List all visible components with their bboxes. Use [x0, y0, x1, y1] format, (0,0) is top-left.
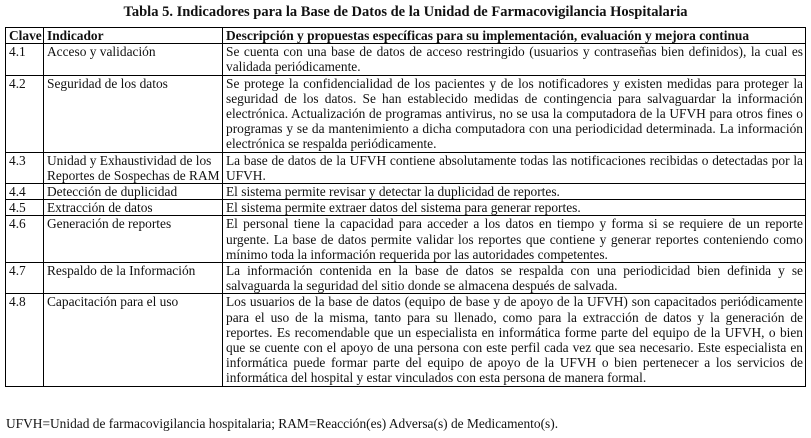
cell-indicador: Unidad y Exhaustividad de los Reportes de Sospechas de RAM	[44, 152, 223, 183]
table-row	[6, 75, 806, 152]
cell-descripcion: Se cuenta con una base de datos de acceso restringido (usuarios y contraseñas bien definidos), la cual es validada periódicamente.	[223, 44, 806, 75]
table-row	[6, 152, 806, 183]
table-header-row	[6, 28, 806, 44]
cell-indicador: Detección de duplicidad	[44, 184, 223, 200]
cell-descripcion: La base de datos de la UFVH contiene absolutamente todas las notificaciones recibidas o detectadas por la UFVH.	[223, 152, 806, 183]
cell-descripcion: La información contenida en la base de datos se respalda con una periodicidad bien definida y se salvaguarda la seguridad del sitio donde se almacena después de salvada.	[223, 263, 806, 294]
cell-clave: 4.2	[6, 75, 44, 152]
table-row	[6, 184, 806, 200]
table-title: Tabla 5. Indicadores para la Base de Datos de la Unidad de Farmacovigilancia Hospitalaria	[123, 4, 688, 20]
cell-clave: 4.4	[6, 184, 44, 200]
header-clave: Clave	[6, 28, 44, 44]
table-row	[6, 200, 806, 216]
cell-descripcion: Los usuarios de la base de datos (equipo de base y de apoyo de la UFVH) son capacitados periódicamente para el uso de la misma, tanto para su llenado, como para la extracción de datos y la generación de reportes. Es recomendable que un especialista en informática forme parte del equipo de la UFVH, o bien que se cuente con el apoyo de una persona con este perfil cada vez que sea necesario. Este especialista en informática puede formar parte del equipo de apoyo de la UFVH o bien pertenecer a los servicios de informática del hospital y estar vinculados con esta persona de manera formal.	[223, 294, 806, 386]
cell-indicador: Generación de reportes	[44, 216, 223, 263]
cell-indicador: Capacitación para el uso	[44, 294, 223, 386]
cell-descripcion: El sistema permite extraer datos del sistema para generar reportes.	[223, 200, 806, 216]
table-row	[6, 44, 806, 75]
cell-clave: 4.7	[6, 263, 44, 294]
table-row	[6, 294, 806, 386]
header-indicador: Indicador	[44, 28, 223, 44]
cell-indicador: Acceso y validación	[44, 44, 223, 75]
cell-descripcion: El personal tiene la capacidad para acceder a los datos en tiempo y forma si se requiere de un reporte urgente. La base de datos permite validar los reportes que contiene y generar reportes conteniendo como mínimo toda la información requerida por las autoridades competentes.	[223, 216, 806, 263]
table-row	[6, 263, 806, 294]
table-row	[6, 216, 806, 263]
cell-clave: 4.8	[6, 294, 44, 386]
cell-clave: 4.3	[6, 152, 44, 183]
cell-clave: 4.1	[6, 44, 44, 75]
cell-indicador: Respaldo de la Información	[44, 263, 223, 294]
cell-indicador: Extracción de datos	[44, 200, 223, 216]
header-descripcion: Descripción y propuestas específicas para su implementación, evaluación y mejora continua	[223, 28, 806, 44]
indicators-table	[5, 27, 806, 387]
cell-clave: 4.6	[6, 216, 44, 263]
cell-indicador: Seguridad de los datos	[44, 75, 223, 152]
cell-clave: 4.5	[6, 200, 44, 216]
table-footnote: UFVH=Unidad de farmacovigilancia hospitalaria; RAM=Reacción(es) Adversa(s) de Medicamento(s).	[6, 416, 559, 431]
cell-descripcion: El sistema permite revisar y detectar la duplicidad de reportes.	[223, 184, 806, 200]
cell-descripcion: Se protege la confidencialidad de los pacientes y de los notificadores y existen medidas para proteger la seguridad de los datos. Se han establecido medidas de contingencia para salvaguardar la información electrónica. Actualización de programas antivirus, no se usa la computadora de la UFVH para otros fines o programas y se da mantenimiento a dicha computadora con una periodicidad determinada. La información electrónica se respalda periódicamente.	[223, 75, 806, 152]
